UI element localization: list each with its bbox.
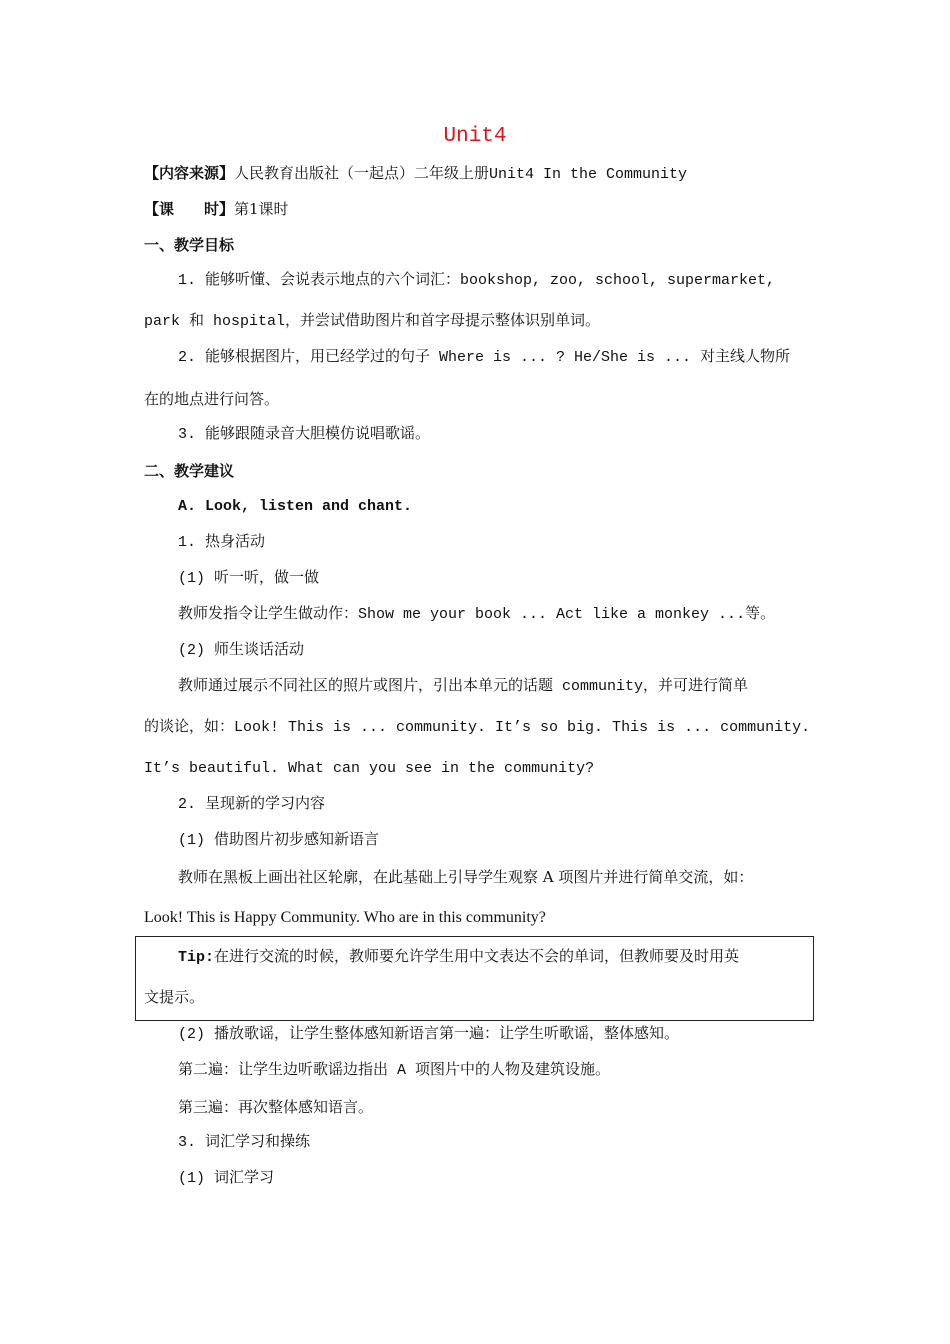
step2-sub1: (1) 借助图片初步感知新语言 — [178, 832, 380, 849]
tip-text: 在进行交流的时候，教师要允许学生用中文表达不会的单词，但教师要及时用英 — [214, 947, 740, 965]
tip-line1 — [178, 946, 739, 968]
goal3-line: 3. 能够跟随录音大胆模仿说唱歌谣。 — [178, 426, 431, 443]
tip-label: Tip: — [178, 949, 215, 966]
step1-sub2: (2) 师生谈话活动 — [178, 642, 305, 659]
section2-heading: 二、教学建议 — [144, 462, 235, 480]
section1-heading: 一、教学目标 — [144, 236, 235, 254]
step1-sub1: (1) 听一听，做一做 — [178, 570, 320, 587]
step3-heading: 3. 词汇学习和操练 — [178, 1134, 311, 1151]
step2-sub2-line1: (2) 播放歌谣，让学生整体感知新语言第一遍：让学生听歌谣，整体感知。 — [178, 1026, 680, 1043]
period-line — [144, 199, 289, 219]
tip-line2: 文提示。 — [144, 988, 205, 1006]
period-label: 【课 时】 — [144, 200, 235, 218]
step2-sub1-line2: Look! This is Happy Community. Who are in this community? — [144, 909, 546, 926]
source-label: 【内容来源】 — [144, 164, 235, 182]
step2-sub2-line2: 第二遍：让学生边听歌谣边指出 A 项图片中的人物及建筑设施。 — [178, 1062, 611, 1079]
period-text: 第1课时 — [234, 200, 289, 218]
step2-sub2-line3: 第三遍：再次整体感知语言。 — [178, 1098, 374, 1116]
source-text: 人民教育出版社（一起点）二年级上册Unit4 In the Community — [234, 166, 688, 183]
step2-sub1-line1: 教师在黑板上画出社区轮廓，在此基础上引导学生观察 A 项图片并进行简单交流，如： — [178, 868, 754, 886]
step1-sub2-line2: 的谈论，如：Look! This is ... community. It’s so big. This is ... community. — [144, 719, 811, 736]
source-line — [144, 163, 687, 185]
goal2-line1: 2. 能够根据图片，用已经学过的句子 Where is ... ? He/She is ... 对主线人物所 — [178, 349, 791, 366]
part-a-heading: A. Look, listen and chant. — [178, 498, 413, 515]
goal1-line2: park 和 hospital，并尝试借助图片和首字母提示整体识别单词。 — [144, 313, 601, 330]
step1-sub2-line1: 教师通过展示不同社区的照片或图片，引出本单元的话题 community，并可进行简单 — [178, 678, 749, 695]
goal2-line2: 在的地点进行问答。 — [144, 390, 280, 408]
step2-heading: 2. 呈现新的学习内容 — [178, 796, 326, 813]
step1-sub2-line3: It’s beautiful. What can you see in the community? — [144, 760, 595, 777]
goal1-line1: 1. 能够听懂、会说表示地点的六个词汇：bookshop, zoo, school, supermarket, — [178, 272, 776, 289]
step3-sub1: (1) 词汇学习 — [178, 1170, 275, 1187]
step1-heading: 1. 热身活动 — [178, 534, 266, 551]
document-title: Unit4 — [443, 125, 507, 148]
step1-sub1-text: 教师发指令让学生做动作：Show me your book ... Act like a monkey ...等。 — [178, 606, 776, 623]
